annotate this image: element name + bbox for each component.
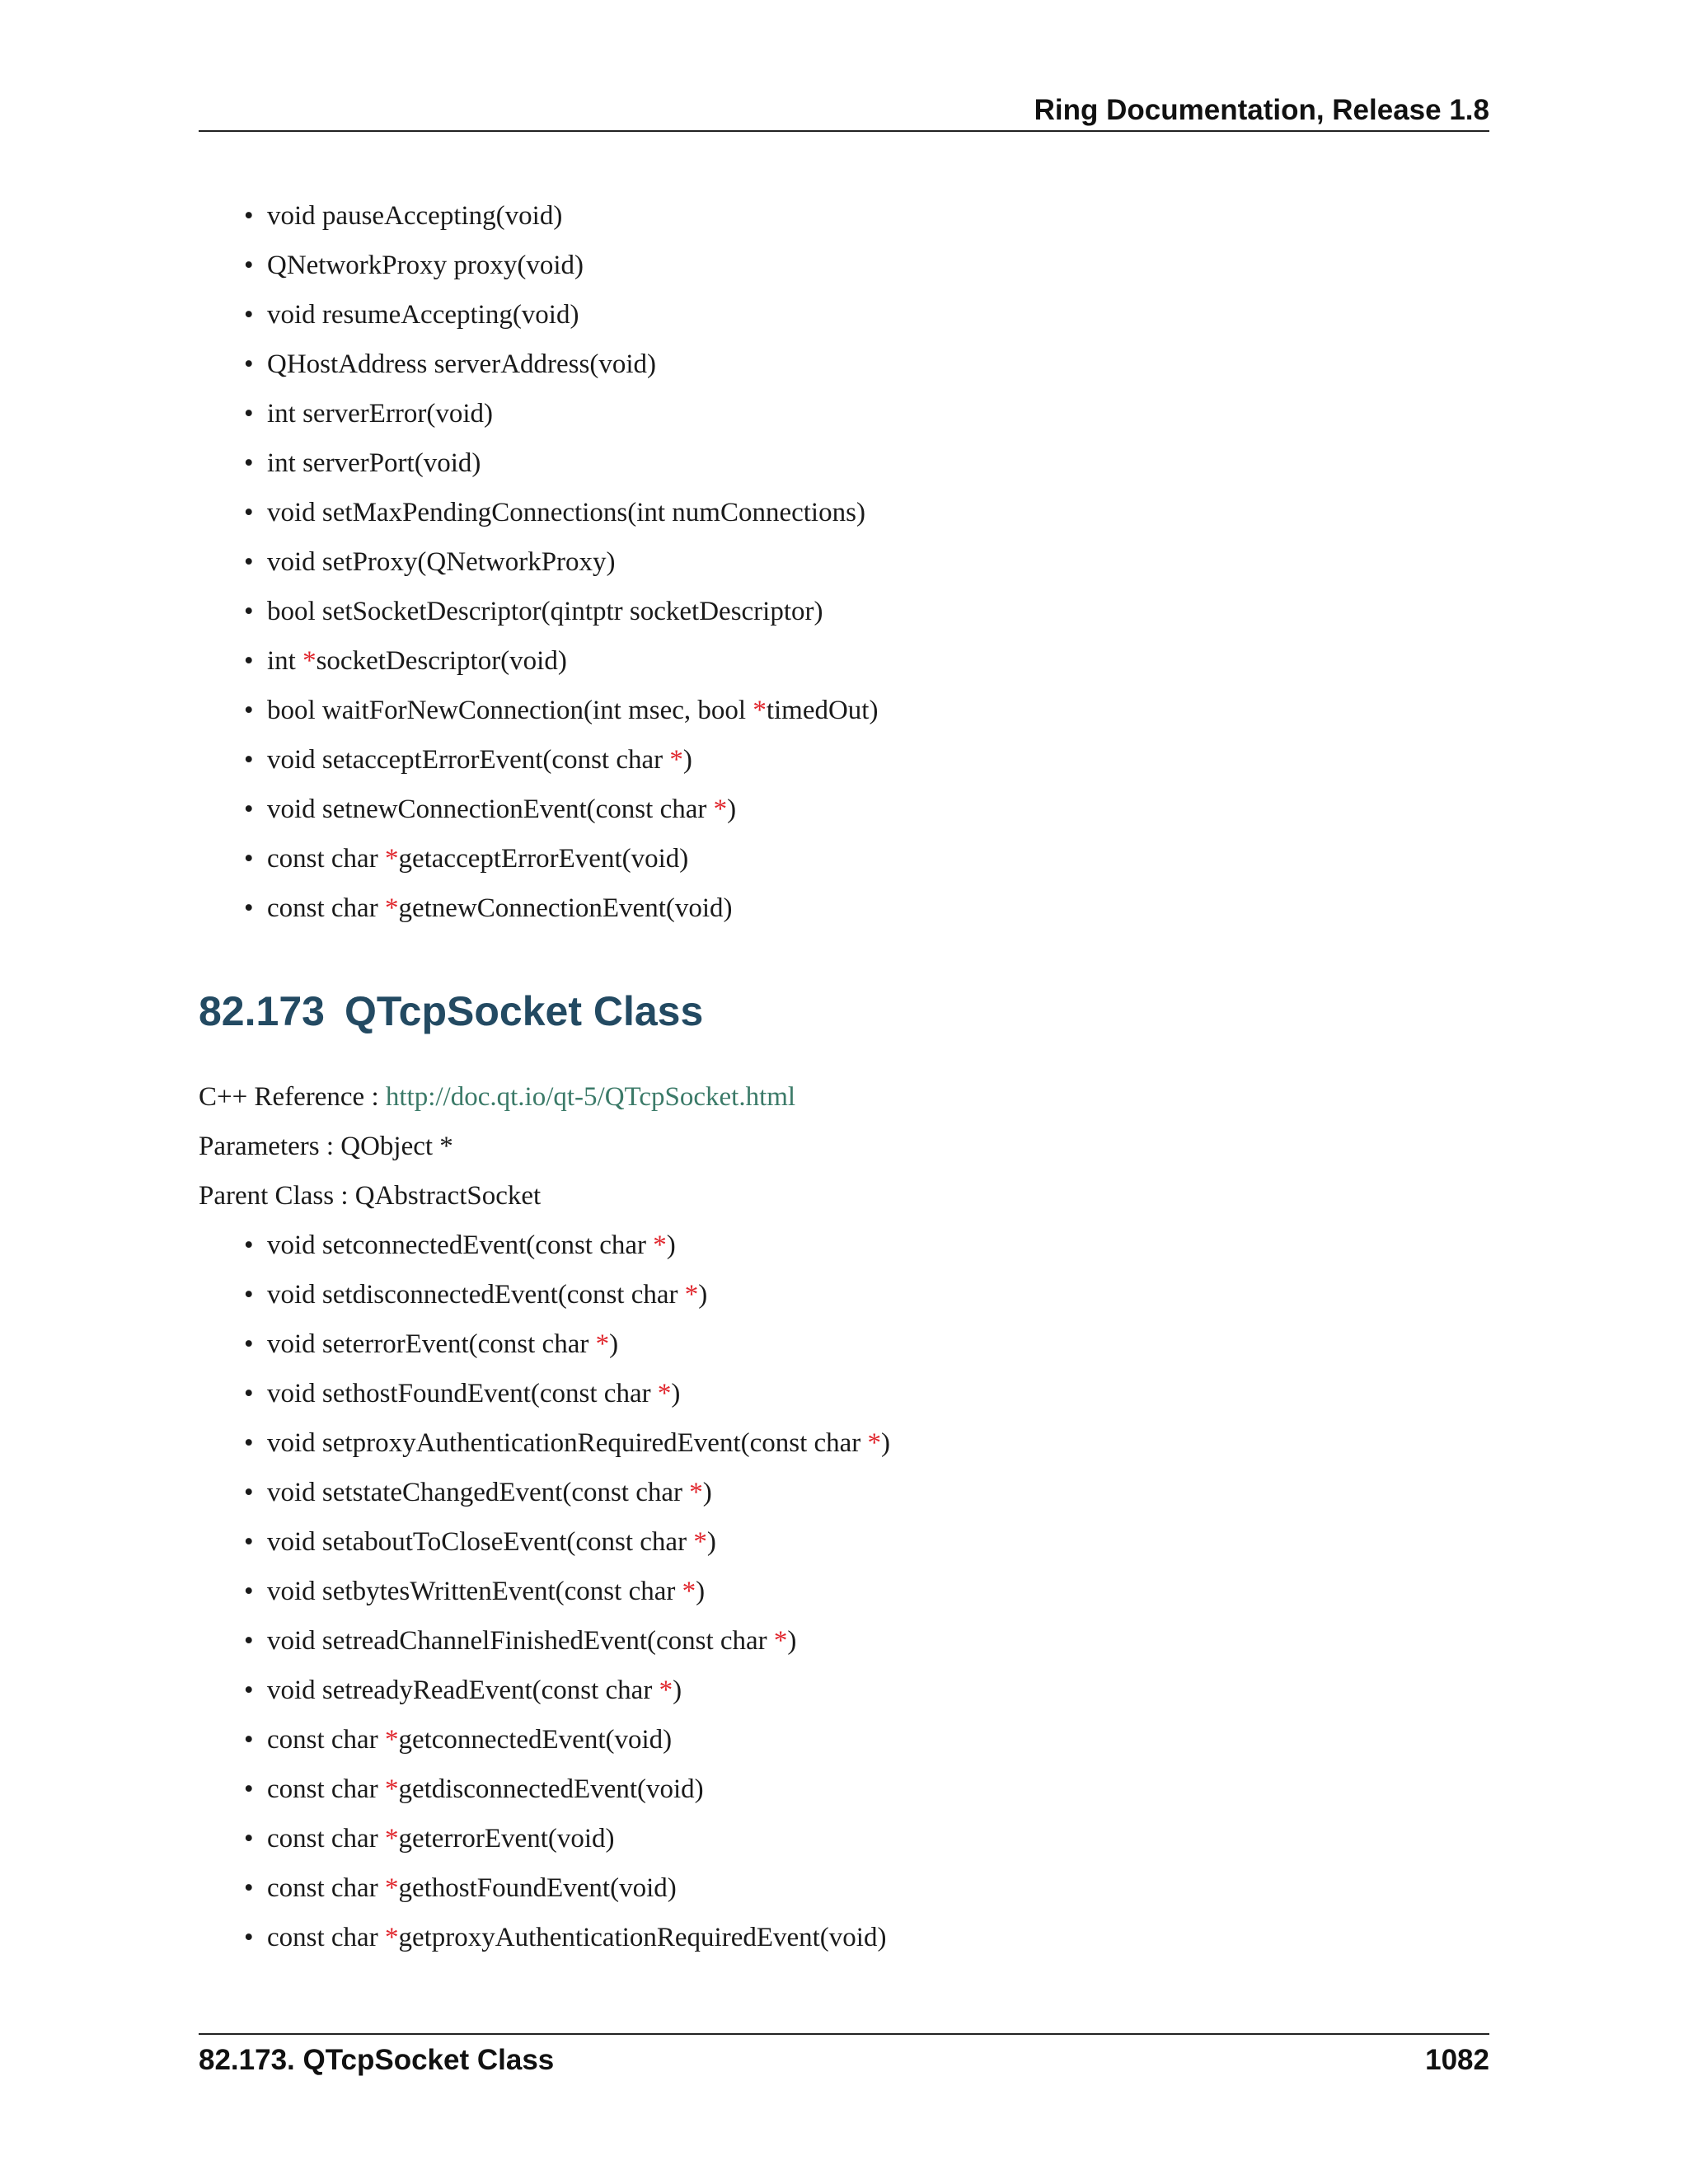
pointer-asterisk: * bbox=[595, 1329, 610, 1359]
method-text-tail: ) bbox=[671, 1379, 681, 1408]
method-item bbox=[244, 296, 579, 334]
method-text: void setMaxPendingConnections(int numConnections) bbox=[267, 498, 865, 527]
section-number: 82.173 bbox=[199, 988, 325, 1034]
method-item bbox=[244, 1325, 618, 1363]
header-rule bbox=[199, 130, 1489, 132]
section-heading bbox=[199, 982, 703, 1040]
pointer-asterisk: * bbox=[653, 1230, 667, 1260]
method-item bbox=[244, 1572, 705, 1610]
parameters-line: Parameters : QObject * bbox=[199, 1132, 453, 1161]
bullet-icon: • bbox=[244, 1824, 254, 1854]
pointer-asterisk: * bbox=[302, 646, 316, 676]
pointer-asterisk: * bbox=[693, 1527, 707, 1557]
pointer-asterisk: * bbox=[384, 1923, 399, 1952]
method-item bbox=[244, 1424, 890, 1462]
pointer-asterisk: * bbox=[384, 1873, 399, 1903]
bullet-icon: • bbox=[244, 1329, 254, 1359]
reference-link[interactable]: http://doc.qt.io/qt-5/QTcpSocket.html bbox=[385, 1082, 796, 1112]
bullet-icon: • bbox=[244, 1478, 254, 1507]
method-item bbox=[244, 395, 493, 433]
method-item bbox=[244, 1276, 707, 1314]
method-item bbox=[244, 691, 878, 729]
bullet-icon: • bbox=[244, 1527, 254, 1557]
method-text-tail: ) bbox=[696, 1577, 706, 1606]
bullet-icon: • bbox=[244, 597, 254, 626]
method-item bbox=[244, 790, 736, 828]
bullet-icon: • bbox=[244, 1675, 254, 1705]
cpp-reference-line bbox=[199, 1078, 795, 1116]
pointer-asterisk: * bbox=[689, 1478, 703, 1507]
method-item bbox=[244, 1523, 716, 1561]
method-text: int serverPort(void) bbox=[267, 448, 481, 478]
method-item bbox=[244, 741, 692, 779]
method-item bbox=[244, 444, 481, 482]
bullet-icon: • bbox=[244, 1379, 254, 1408]
method-item bbox=[244, 1226, 676, 1264]
pointer-asterisk: * bbox=[684, 1280, 699, 1310]
method-text-tail: ) bbox=[881, 1428, 891, 1458]
method-text: void setaboutToCloseEvent(const char bbox=[267, 1527, 694, 1557]
bullet-icon: • bbox=[244, 1626, 254, 1656]
bullet-icon: • bbox=[244, 696, 254, 725]
method-text: void pauseAccepting(void) bbox=[267, 201, 563, 231]
bullet-icon: • bbox=[244, 349, 254, 379]
method-text: void setreadChannelFinishedEvent(const char bbox=[267, 1626, 774, 1656]
pointer-asterisk: * bbox=[384, 844, 399, 874]
method-item bbox=[244, 889, 733, 927]
method-text-tail: getacceptErrorEvent(void) bbox=[398, 844, 689, 874]
method-text: void setProxy(QNetworkProxy) bbox=[267, 547, 616, 577]
method-item bbox=[244, 593, 823, 630]
pointer-asterisk: * bbox=[657, 1379, 672, 1408]
method-text: int bbox=[267, 646, 303, 676]
method-text: void seterrorEvent(const char bbox=[267, 1329, 596, 1359]
method-text-tail: ) bbox=[682, 745, 692, 775]
method-text: bool waitForNewConnection(int msec, bool bbox=[267, 696, 753, 725]
method-text: QHostAddress serverAddress(void) bbox=[267, 349, 656, 379]
method-text: const char bbox=[267, 1873, 385, 1903]
running-header: Ring Documentation, Release 1.8 bbox=[1034, 94, 1489, 126]
method-text-tail: ) bbox=[673, 1675, 682, 1705]
bullet-icon: • bbox=[244, 1774, 254, 1804]
method-text: const char bbox=[267, 1725, 385, 1755]
bullet-icon: • bbox=[244, 1873, 254, 1903]
method-text: void setstateChangedEvent(const char bbox=[267, 1478, 690, 1507]
pointer-asterisk: * bbox=[384, 1774, 399, 1804]
method-text: void setbytesWrittenEvent(const char bbox=[267, 1577, 682, 1606]
method-item bbox=[244, 1869, 677, 1907]
method-text-tail: timedOut) bbox=[766, 696, 879, 725]
footer-rule bbox=[199, 2033, 1489, 2035]
method-text: void setreadyReadEvent(const char bbox=[267, 1675, 659, 1705]
pointer-asterisk: * bbox=[669, 745, 683, 775]
pointer-asterisk: * bbox=[773, 1626, 788, 1656]
bullet-icon: • bbox=[244, 498, 254, 527]
bullet-icon: • bbox=[244, 794, 254, 824]
method-text-tail: gethostFoundEvent(void) bbox=[398, 1873, 677, 1903]
method-item bbox=[244, 345, 656, 383]
bullet-icon: • bbox=[244, 1230, 254, 1260]
method-text: void resumeAccepting(void) bbox=[267, 300, 579, 330]
bullet-icon: • bbox=[244, 844, 254, 874]
bullet-icon: • bbox=[244, 547, 254, 577]
method-text-tail: socketDescriptor(void) bbox=[316, 646, 567, 676]
method-text-tail: ) bbox=[702, 1478, 712, 1507]
method-text-tail: getnewConnectionEvent(void) bbox=[398, 893, 733, 923]
method-text: const char bbox=[267, 844, 385, 874]
footer-page-number: 1082 bbox=[1425, 2044, 1489, 2076]
method-text: void sethostFoundEvent(const char bbox=[267, 1379, 658, 1408]
method-text: QNetworkProxy proxy(void) bbox=[267, 251, 584, 280]
bullet-icon: • bbox=[244, 1577, 254, 1606]
method-text-tail: getproxyAuthenticationRequiredEvent(void) bbox=[398, 1923, 887, 1952]
bullet-icon: • bbox=[244, 448, 254, 478]
method-item bbox=[244, 1474, 712, 1511]
bullet-icon: • bbox=[244, 1280, 254, 1310]
method-text: bool setSocketDescriptor(qintptr socketDescriptor) bbox=[267, 597, 823, 626]
method-item bbox=[244, 543, 616, 581]
bullet-icon: • bbox=[244, 1923, 254, 1952]
pointer-asterisk: * bbox=[867, 1428, 882, 1458]
pointer-asterisk: * bbox=[384, 1725, 399, 1755]
method-text: void setconnectedEvent(const char bbox=[267, 1230, 654, 1260]
method-item bbox=[244, 1375, 680, 1413]
method-text-tail: geterrorEvent(void) bbox=[398, 1824, 615, 1854]
method-text-tail: ) bbox=[609, 1329, 619, 1359]
bullet-icon: • bbox=[244, 745, 254, 775]
bullet-icon: • bbox=[244, 251, 254, 280]
method-text: int serverError(void) bbox=[267, 399, 493, 429]
bullet-icon: • bbox=[244, 893, 254, 923]
method-item bbox=[244, 1770, 704, 1808]
method-text-tail: ) bbox=[706, 1527, 716, 1557]
pointer-asterisk: * bbox=[682, 1577, 696, 1606]
bullet-icon: • bbox=[244, 201, 254, 231]
method-text-tail: getdisconnectedEvent(void) bbox=[398, 1774, 704, 1804]
pointer-asterisk: * bbox=[753, 696, 767, 725]
pointer-asterisk: * bbox=[713, 794, 728, 824]
method-text-tail: ) bbox=[666, 1230, 676, 1260]
method-text-tail: ) bbox=[698, 1280, 708, 1310]
method-text: const char bbox=[267, 1824, 385, 1854]
method-item bbox=[244, 197, 562, 235]
method-item bbox=[244, 1671, 682, 1709]
method-item bbox=[244, 246, 584, 284]
method-text: const char bbox=[267, 1923, 385, 1952]
method-item bbox=[244, 1622, 796, 1660]
parent-class-line: Parent Class : QAbstractSocket bbox=[199, 1181, 542, 1211]
method-item bbox=[244, 494, 865, 532]
pointer-asterisk: * bbox=[384, 893, 399, 923]
bullet-icon: • bbox=[244, 399, 254, 429]
method-text-tail: ) bbox=[787, 1626, 797, 1656]
method-item bbox=[244, 840, 688, 878]
method-text: void setdisconnectedEvent(const char bbox=[267, 1280, 685, 1310]
bullet-icon: • bbox=[244, 646, 254, 676]
method-text: void setnewConnectionEvent(const char bbox=[267, 794, 714, 824]
method-text: void setacceptErrorEvent(const char bbox=[267, 745, 670, 775]
method-item bbox=[244, 642, 567, 680]
bullet-icon: • bbox=[244, 1428, 254, 1458]
method-text: const char bbox=[267, 1774, 385, 1804]
method-item bbox=[244, 1919, 886, 1957]
method-text-tail: getconnectedEvent(void) bbox=[398, 1725, 673, 1755]
bullet-icon: • bbox=[244, 1725, 254, 1755]
method-text: const char bbox=[267, 893, 385, 923]
method-text-tail: ) bbox=[727, 794, 737, 824]
reference-label: C++ Reference : bbox=[199, 1082, 386, 1112]
method-item bbox=[244, 1820, 615, 1858]
pointer-asterisk: * bbox=[659, 1675, 673, 1705]
pointer-asterisk: * bbox=[384, 1824, 399, 1854]
method-text: void setproxyAuthenticationRequiredEvent(const char bbox=[267, 1428, 868, 1458]
footer-section: 82.173. QTcpSocket Class bbox=[199, 2044, 555, 2076]
method-item bbox=[244, 1721, 672, 1759]
bullet-icon: • bbox=[244, 300, 254, 330]
section-title-text: QTcpSocket Class bbox=[344, 988, 704, 1034]
